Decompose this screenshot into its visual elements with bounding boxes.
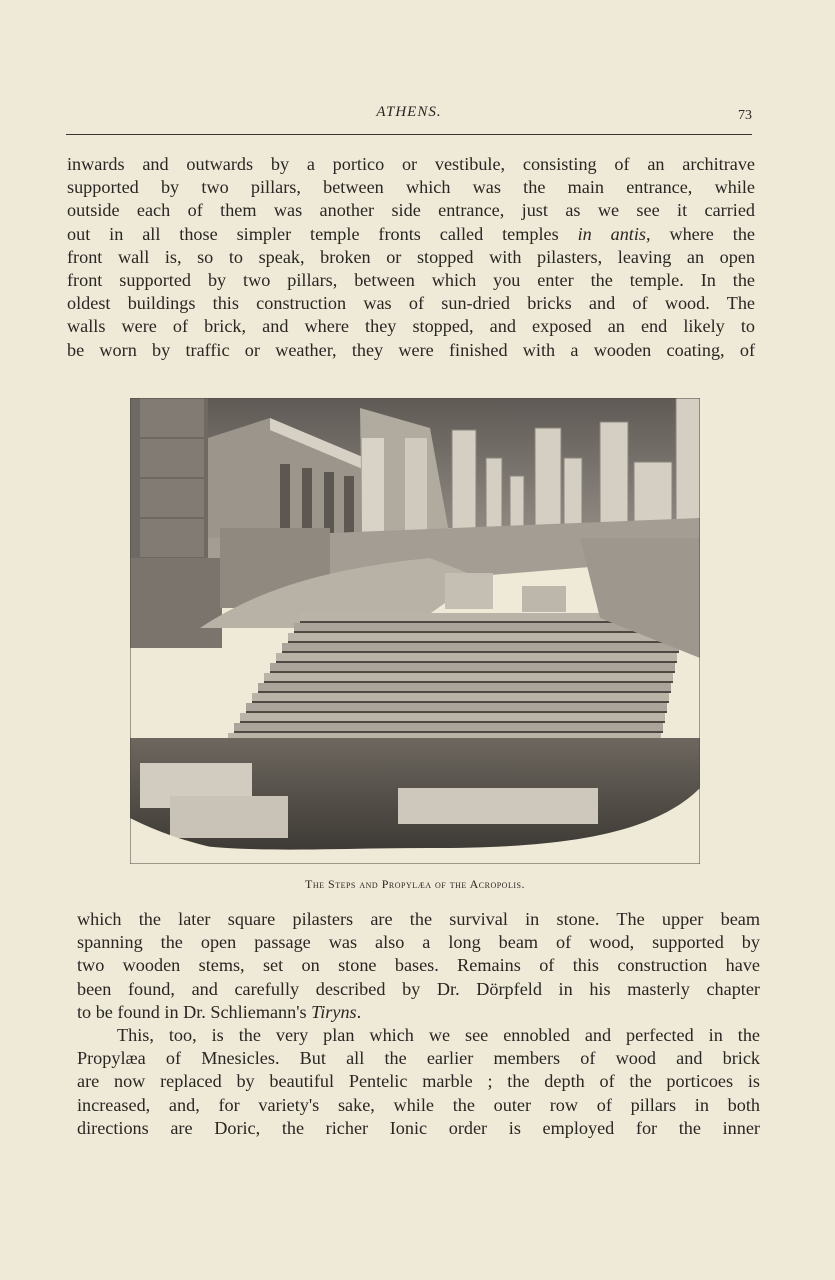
italic-phrase: in antis (577, 223, 646, 244)
text-segment: , where the (646, 223, 756, 244)
text-line: walls were of brick, and where they stopped, and exposed an end likely to (67, 316, 755, 337)
acropolis-steps-illustration (130, 398, 700, 864)
text-line: inwards and outwards by a portico or vestibule, consisting of an architrave (67, 154, 755, 174)
stone-step (252, 693, 669, 701)
text-segment: out in all those simpler temple fronts called temples (67, 223, 578, 244)
text-line: which the later square pilasters are the survival in stone. The upper beam (77, 909, 760, 929)
step-shadow (264, 681, 673, 683)
step-shadow (234, 731, 663, 733)
text-segment: to be found in Dr. Schliemann's (77, 1001, 312, 1022)
text-line-with-italic (67, 223, 755, 246)
stone-step (282, 643, 679, 651)
steps-group (222, 613, 685, 753)
step-shadow (240, 721, 665, 723)
text-line: front supported by two pillars, between which you enter the temple. In the (67, 270, 755, 291)
stone-step (264, 673, 673, 681)
text-line: Propylæa of Mnesicles. But all the earlier members of wood and brick (77, 1048, 760, 1069)
step-shadow (294, 631, 683, 633)
text-line: This, too, is the very plan which we see ennobled and perfected in the (117, 1025, 760, 1046)
text-line: outside each of them was another side entrance, just as we see it carried (67, 200, 755, 221)
stone-step (276, 653, 677, 661)
text-line: be worn by traffic or weather, they were finished with a wooden coating, of (67, 339, 755, 360)
running-head: ATHENS. (376, 104, 442, 120)
step-shadow (270, 671, 675, 673)
page-header (66, 100, 752, 126)
text-line: increased, and, for variety's sake, while the outer row of pillars in both (77, 1094, 760, 1115)
step-shadow (282, 651, 679, 653)
text-line: two wooden stems, set on stone bases. Remains of this construction have (77, 955, 760, 976)
figure-caption (130, 877, 700, 892)
stone-step (246, 703, 667, 711)
text-line: supported by two pillars, between which was the main entrance, while (67, 177, 755, 198)
text-segment: . (356, 1001, 362, 1022)
stone-step (258, 683, 671, 691)
paragraph-top (67, 153, 755, 362)
text-line: spanning the open passage was also a long beam of wood, supported by (77, 932, 760, 953)
text-line: directions are Doric, the richer Ionic order is employed for the inner (77, 1117, 760, 1138)
caption-text: The Steps and Propylæa of the Acropolis. (305, 877, 525, 891)
text-line: been found, and carefully described by Dr. Dörpfeld in his masterly chapter (77, 978, 760, 999)
step-shadow (258, 691, 671, 693)
paragraph-bottom (77, 908, 760, 1140)
page-number: 73 (738, 108, 752, 123)
stone-step (288, 633, 681, 641)
stone-step (234, 723, 663, 731)
step-shadow (276, 661, 677, 663)
text-line-with-italic (77, 1001, 760, 1024)
step-shadow (288, 641, 681, 643)
italic-title: Tiryns (311, 1001, 357, 1022)
step-shadow (246, 711, 667, 713)
stone-step (270, 663, 675, 671)
header-rule (66, 134, 752, 135)
text-line: oldest buildings this construction was of sun-dried bricks and of wood. The (67, 293, 755, 314)
text-line: front wall is, so to speak, broken or stopped with pilasters, leaving an open (67, 246, 755, 267)
text-line: are now replaced by beautiful Pentelic marble ; the depth of the porticoes is (77, 1071, 760, 1092)
step-shadow (252, 701, 669, 703)
stone-step (240, 713, 665, 721)
